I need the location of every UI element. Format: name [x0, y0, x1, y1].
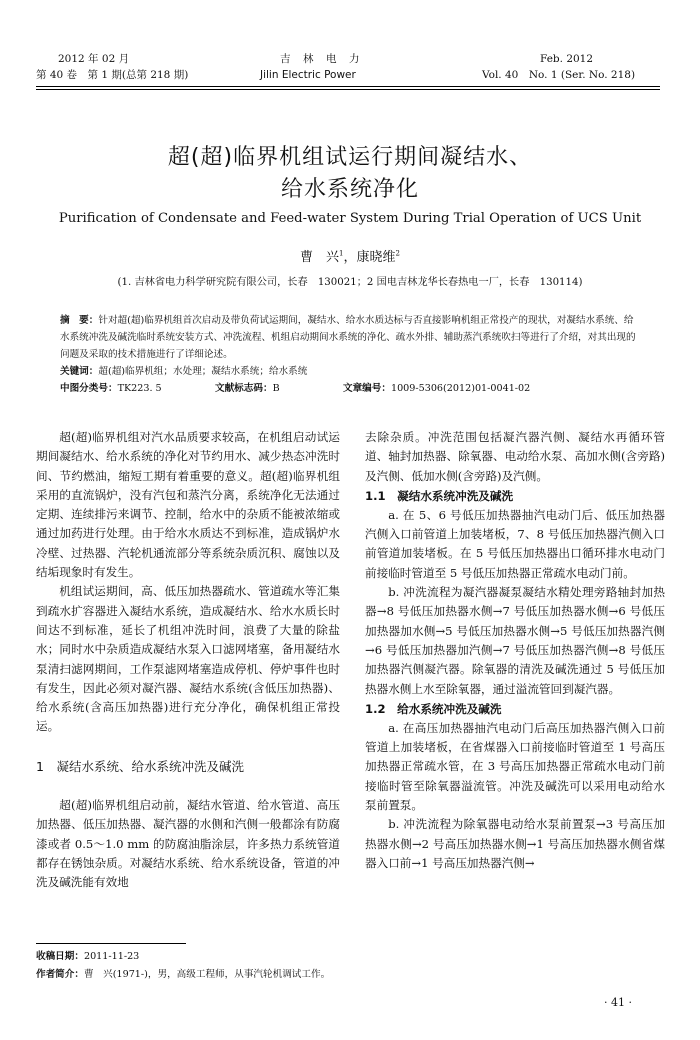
header-date-cn: 2012 年 02 月 — [58, 53, 130, 65]
header-date-en: Feb. 2012 — [540, 53, 594, 65]
doc-label: 文献标志码： — [215, 383, 273, 394]
paragraph: b. 冲洗流程为除氧器电动给水泵前置泵→3 号高压加热器水侧→2 号高压加热器水侧→1 号高压加热器水侧省煤器入口前→1 号高压加热器汽侧→ — [365, 817, 665, 870]
title-cn-line2: 给水系统净化 — [280, 177, 419, 202]
author-line — [0, 246, 700, 265]
author-1: 曹 兴 — [300, 250, 340, 265]
author-sep: ， — [343, 250, 357, 265]
title-en: Purification of Condensate and Feed-water System During Trial Operation of UCS Unit — [58, 211, 642, 226]
paragraph: a. 在高压加热器抽汽电动门后高压加热器汽侧入口前管道上加装堵板，在省煤器入口前接临时管道至 1 号高压加热器正常疏水管，在 3 号高压加热器正常疏水电动门前接临时管至除氧器溢流管。冲洗及碱洗可以采用电动给水泵前置泵。 — [365, 720, 665, 813]
abstract-text: 针对超(超)临界机组首次启动及带负荷试运期间，凝结水、给水水质达标与否直接影响机组正常投产的现状，对凝结水系统、给水系统冲洗及碱洗临时系统安装方式、冲洗流程、机组启动期间水系统的净化、疏水外排、辅助蒸汽系统吹扫等进行了介绍，对其出现的问题及采取的技术措施进行了详细论述。 — [60, 315, 636, 360]
received-label: 收稿日期： — [36, 951, 84, 962]
author-1-sup: 1 — [339, 249, 344, 258]
received-value: 2011-11-23 — [83, 951, 140, 962]
left-column — [36, 428, 340, 893]
header-journal-en: Jilin Electric Power — [260, 69, 356, 81]
article-label: 文章编号： — [343, 383, 391, 394]
header-volume-en: Vol. 40 No. 1 (Ser. No. 218) — [482, 69, 636, 81]
paragraph: 去除杂质。冲洗范围包括凝汽器汽侧、凝结水再循环管道、轴封加热器、除氧器、电动给水泵、高加水侧(含旁路)及汽侧、低加水侧(含旁路)及汽侧。 — [365, 430, 665, 483]
right-column — [365, 428, 665, 873]
doc-code — [215, 380, 280, 397]
footnote-rule — [36, 943, 186, 944]
subsection-heading-1-2: 1.2 给水系统冲洗及碱洗 — [365, 701, 502, 716]
paragraph: 超(超)临界机组对汽水品质要求较高，在机组启动试运期间凝结水、给水系统的净化对节约用水、减少热态冲洗时间、节约燃油，缩短工期有着重要的意义。超(超)临界机组采用的直流锅炉，没有汽包和蒸汽分离，系统净化无法通过定期、连续排污来调节、控制，给水中的杂质不能被浓缩或通过加药进行处理。由于给水水质达不到标准，造成锅炉水冷壁、过热器、汽轮机通流部分等系统杂质沉积、腐蚀以及结垢现象时有发生。 — [36, 430, 340, 580]
page-number: · 41 · — [604, 996, 632, 1009]
abstract — [60, 312, 642, 363]
paragraph: 超(超)临界机组启动前，凝结水管道、给水管道、高压加热器、低压加热器、凝汽器的水侧和汽侧一般都涂有防腐漆或者 0.5～1.0 mm 的防腐油脂涂层，许多热力系统管道都存在锈蚀杂质。对凝结水系统、给水系统设备，管道的冲洗及碱洗能有效地 — [36, 798, 340, 890]
subsection-heading-1-1: 1.1 凝结水系统冲洗及碱洗 — [365, 488, 514, 503]
clc-value: TK223. 5 — [117, 383, 162, 394]
keywords-text: 超(超)临界机组；水处理；凝结水系统；给水系统 — [98, 366, 308, 377]
keywords — [60, 363, 642, 380]
paragraph: a. 在 5、6 号低压加热器抽汽电动门后、低压加热器汽侧入口前管道上加装堵板，7、8 号低压加热器汽侧入口前管道加装堵板。在 5 号低压加热器出口循环排水电动门前接临时管道至 5 号低压加热器正常疏水电动门前。 — [365, 507, 665, 580]
header-volume-cn: 第 40 卷 第 1 期(总第 218 期) — [36, 69, 189, 81]
affiliation: (1. 吉林省电力科学研究院有限公司，长春 130021；2 国电吉林龙华长春热电一厂，长春 130114) — [117, 277, 583, 288]
article-number — [343, 380, 530, 397]
article-value: 1009-5306(2012)01-0041-02 — [390, 383, 531, 394]
paragraph: 机组试运期间，高、低压加热器疏水、管道疏水等汇集到疏水扩容器进入凝结水系统，造成凝结水、给水水质长时间达不到标准，延长了机组冲洗时间，浪费了大量的除盐水；同时水中杂质造成凝结水泵入口滤网堵塞，备用凝结水泵清扫滤网期间，工作泵滤网堵塞造成停机、停炉事件也时有发生，因此必须对凝汽器、凝结水系统(含低压加热器)、给水系统(含高压加热器)进行充分净化，确保机组正常投运。 — [36, 584, 340, 734]
keywords-label: 关键词： — [60, 366, 99, 377]
author-bio — [36, 966, 330, 983]
author-2-sup: 2 — [395, 249, 400, 258]
section-heading-1: 1 凝结水系统、给水系统冲洗及碱洗 — [36, 758, 244, 774]
clc-number — [60, 380, 162, 397]
title-cn-line1: 超(超)临界机组试运行期间凝结水、 — [167, 145, 533, 170]
header-journal-cn: 吉 林 电 力 — [280, 53, 361, 65]
author-2: 康晓维 — [356, 250, 396, 265]
abstract-label: 摘 要： — [60, 315, 99, 326]
clc-label: 中图分类号： — [60, 383, 118, 394]
bio-value: 曹 兴(1971-)，男，高级工程师，从事汽轮机调试工作。 — [83, 969, 331, 980]
received-date — [36, 948, 139, 965]
bio-label: 作者简介： — [36, 969, 84, 980]
doc-value: B — [272, 383, 280, 394]
header-rule-thick — [36, 86, 660, 87]
header-rule-thin — [36, 89, 660, 90]
paragraph: b. 冲洗流程为凝汽器凝泵凝结水精处理旁路轴封加热器→8 号低压加热器水侧→7 号低压加热器水侧→6 号低压加热器加水侧→5 号低压加热器水侧→5 号低压加热器汽侧→6 号低压加热器加汽侧→7 号低压加热器汽侧→8 号低压加热器汽侧凝汽器。除氧器的清洗及碱洗通过 5 号低压加热器水侧上水至除氧器，通过溢流管回到凝汽器。 — [365, 585, 665, 696]
